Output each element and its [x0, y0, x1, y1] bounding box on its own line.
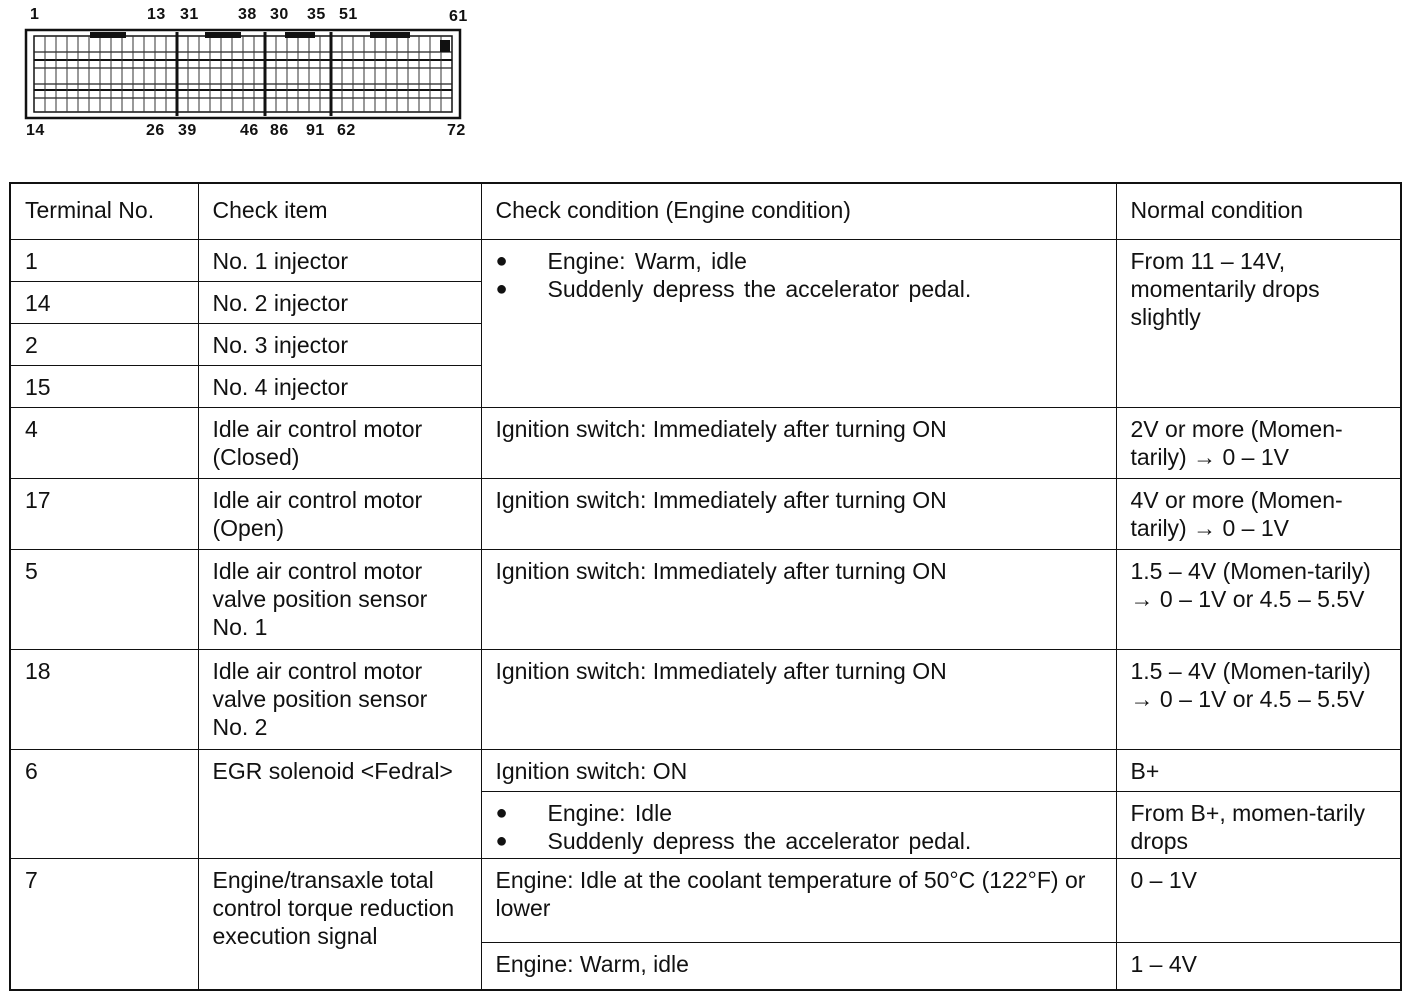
table-row — [10, 650, 1401, 750]
pin-label-top: 38 — [238, 6, 257, 23]
terminal-cell: 7 — [10, 859, 198, 990]
pin-label-top: 13 — [147, 6, 166, 23]
normal-condition-cell: 1 – 4V — [1116, 943, 1401, 990]
header-check-condition: Check condition (Engine condition) — [481, 183, 1116, 240]
normal-condition-cell: 0 – 1V — [1116, 859, 1401, 943]
pin-label-bottom: 91 — [306, 122, 325, 139]
terminal-check-table — [9, 182, 1402, 991]
normal-condition-cell: 1.5 – 4V (Momen-tarily) → 0 – 1V or 4.5 – 5.5V — [1116, 550, 1401, 650]
check-condition-cell: Ignition switch: Immediately after turning ON — [481, 479, 1116, 550]
header-normal-condition: Normal condition — [1116, 183, 1401, 240]
terminal-cell: 14 — [10, 282, 198, 324]
table-row — [10, 408, 1401, 479]
pin-label-bottom: 39 — [178, 122, 197, 139]
table-row — [10, 240, 1401, 282]
check-item-cell: Idle air control motor valve position sensor No. 2 — [198, 650, 481, 750]
header-terminal: Terminal No. — [10, 183, 198, 240]
pin-label-bottom: 72 — [447, 122, 466, 139]
check-item-cell: Idle air control motor (Open) — [198, 479, 481, 550]
pin-label-bottom: 14 — [26, 122, 45, 139]
check-condition-cell: Ignition switch: Immediately after turning ON — [481, 408, 1116, 479]
pin-label-bottom: 62 — [337, 122, 356, 139]
condition-bullet: ● Engine: Warm, idle — [496, 247, 1102, 275]
normal-condition-cell: From B+, momen-tarily drops — [1116, 792, 1401, 859]
pin-label-bottom: 46 — [240, 122, 259, 139]
pin-label-bottom: 86 — [270, 122, 289, 139]
terminal-cell: 1 — [10, 240, 198, 282]
check-item-cell: Idle air control motor (Closed) — [198, 408, 481, 479]
condition-bullet: ● Engine: Idle — [496, 799, 1102, 827]
check-item-cell: No. 4 injector — [198, 366, 481, 408]
normal-condition-cell: 1.5 – 4V (Momen-tarily) → 0 – 1V or 4.5 – 5.5V — [1116, 650, 1401, 750]
table-row — [10, 859, 1401, 943]
condition-bullet: ● Suddenly depress the accelerator pedal. — [496, 827, 1102, 855]
normal-condition-cell: From 11 – 14V, momentarily drops slightly — [1116, 240, 1401, 408]
check-item-cell: No. 1 injector — [198, 240, 481, 282]
table-header-row — [10, 183, 1401, 240]
terminal-cell: 18 — [10, 650, 198, 750]
condition-bullet: ● Suddenly depress the accelerator pedal. — [496, 275, 1102, 303]
pin-label-bottom: 26 — [146, 122, 165, 139]
terminal-cell: 15 — [10, 366, 198, 408]
check-item-cell: No. 2 injector — [198, 282, 481, 324]
check-item-cell: Engine/transaxle total control torque reduction execution signal — [198, 859, 481, 990]
check-item-cell: EGR solenoid <Fedral> — [198, 750, 481, 859]
terminal-cell: 17 — [10, 479, 198, 550]
check-item-cell: Idle air control motor valve position sensor No. 1 — [198, 550, 481, 650]
check-condition-cell — [481, 792, 1116, 859]
header-check-item: Check item — [198, 183, 481, 240]
check-condition-cell: Ignition switch: Immediately after turning ON — [481, 550, 1116, 650]
pin-label-top: 30 — [270, 6, 289, 23]
connector-diagram — [0, 0, 480, 150]
check-condition-cell: Ignition switch: ON — [481, 750, 1116, 792]
check-condition-cell — [481, 240, 1116, 408]
pin-label-top: 51 — [339, 6, 358, 23]
pin-label-top: 61 — [449, 8, 468, 25]
normal-condition-cell: 4V or more (Momen-tarily) → 0 – 1V — [1116, 479, 1401, 550]
terminal-cell: 2 — [10, 324, 198, 366]
normal-condition-cell: B+ — [1116, 750, 1401, 792]
pin-label-top: 35 — [307, 6, 326, 23]
table-row — [10, 750, 1401, 792]
check-condition-cell: Ignition switch: Immediately after turning ON — [481, 650, 1116, 750]
check-condition-cell: Engine: Warm, idle — [481, 943, 1116, 990]
terminal-cell: 5 — [10, 550, 198, 650]
check-condition-cell: Engine: Idle at the coolant temperature of 50°C (122°F) or lower — [481, 859, 1116, 943]
terminal-cell: 6 — [10, 750, 198, 859]
terminal-cell: 4 — [10, 408, 198, 479]
table-row — [10, 550, 1401, 650]
pin-label-top: 31 — [180, 6, 199, 23]
check-item-cell: No. 3 injector — [198, 324, 481, 366]
pin-label-top: 1 — [30, 6, 40, 23]
table-row — [10, 479, 1401, 550]
normal-condition-cell: 2V or more (Momen-tarily) → 0 – 1V — [1116, 408, 1401, 479]
